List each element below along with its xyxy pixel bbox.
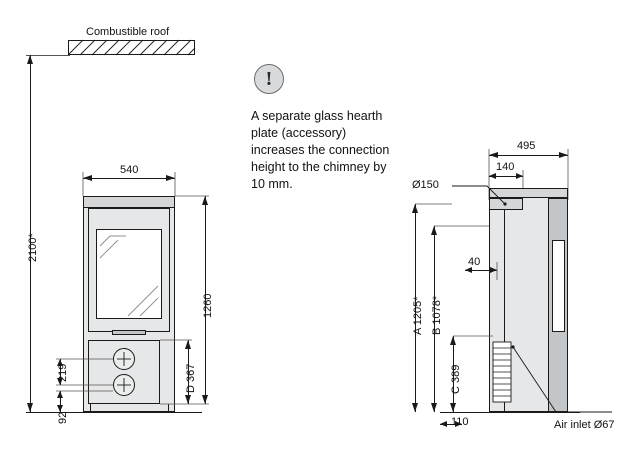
base-depth-label: 110 (451, 416, 469, 428)
combustible-roof-label: Combustible roof (86, 26, 170, 38)
body-height-label: 1260 (202, 293, 214, 318)
width-label: 540 (120, 164, 139, 176)
warning-glyph: ! (265, 67, 273, 90)
a-dim-label: A 1205* (412, 296, 424, 335)
top-depth-label: 140 (496, 161, 515, 173)
air-inlet-label: Air inlet Ø67 (554, 419, 615, 431)
c-dim-label: C 389 (450, 364, 462, 394)
base-height-label: D 367 (185, 363, 197, 393)
offset-label: 40 (468, 256, 481, 268)
depth-label: 495 (517, 140, 536, 152)
knob-spacing-label: 219 (57, 363, 69, 382)
b-dim-label: B 1078* (431, 295, 443, 335)
flue-diameter-label: Ø150 (412, 179, 439, 191)
floor-gap-label: 92 (57, 411, 69, 424)
total-height-label: 2100* (27, 233, 39, 262)
accessory-note: A separate glass hearth plate (accessory) increases the connection height to the chimney by 10 mm. (251, 109, 390, 191)
